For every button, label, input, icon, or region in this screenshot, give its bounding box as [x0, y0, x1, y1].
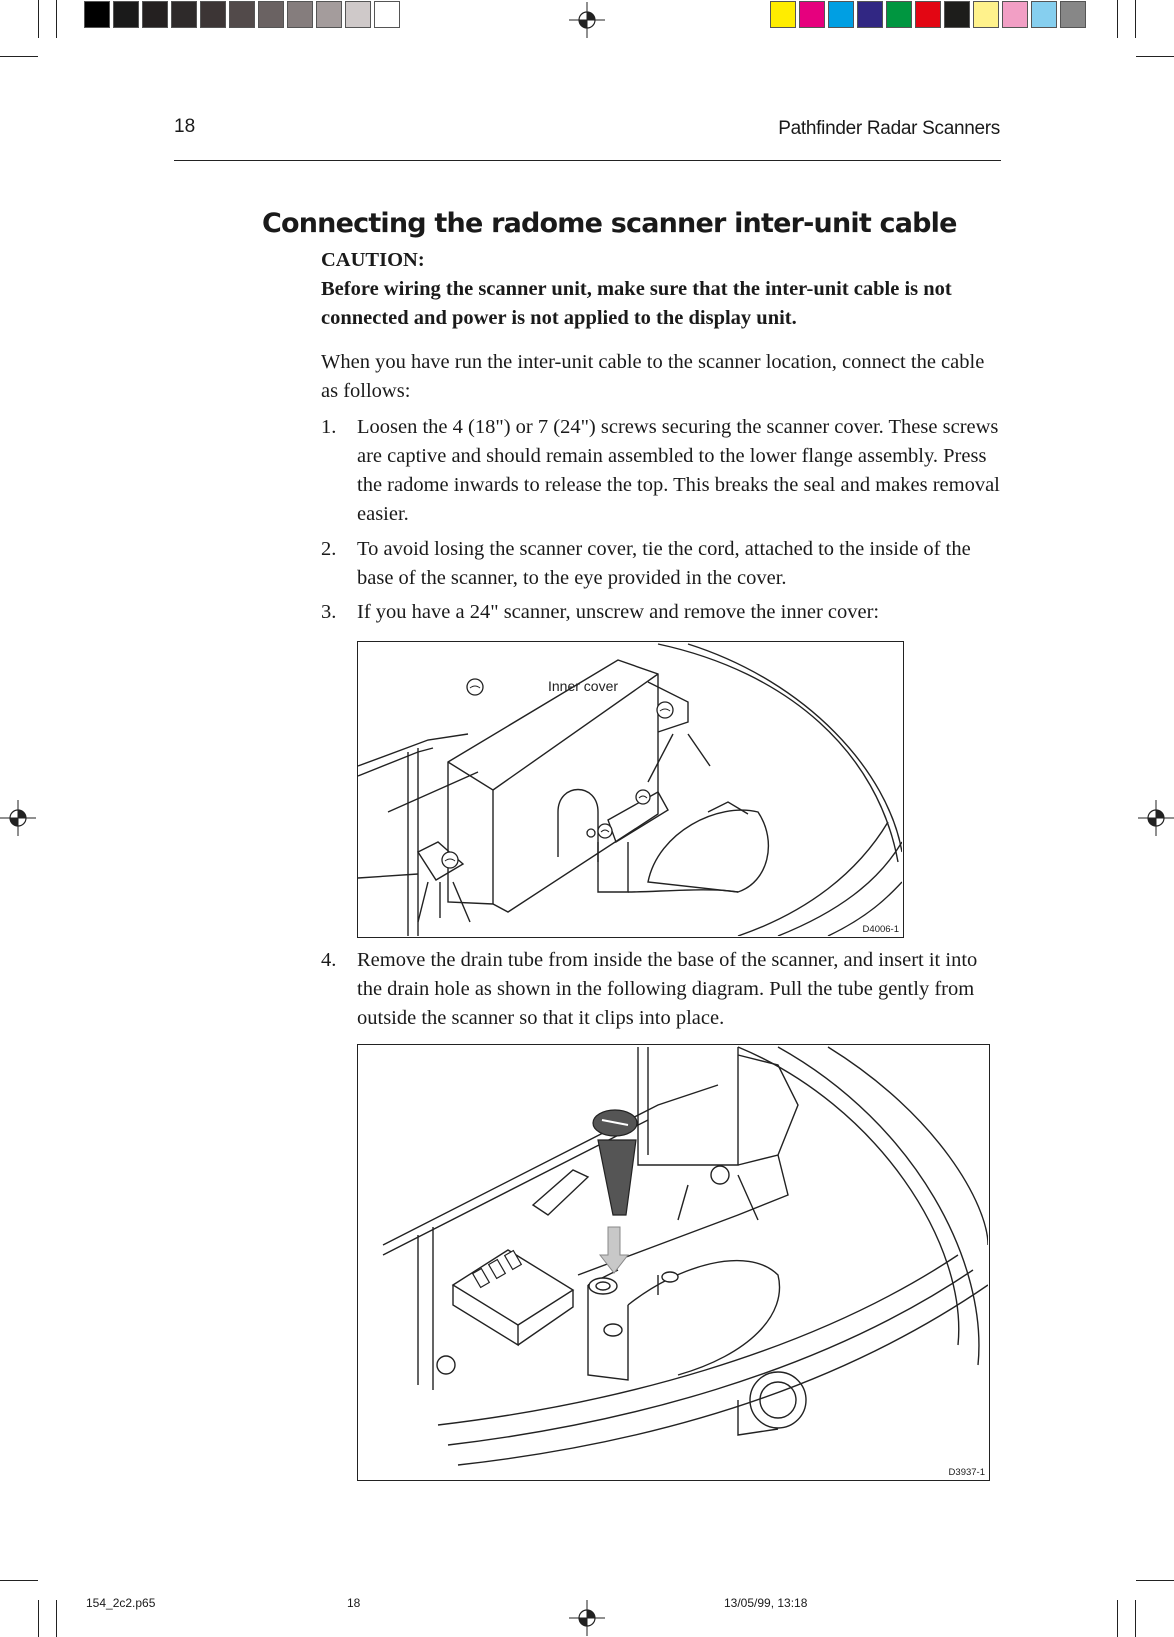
color-swatch — [886, 1, 912, 28]
caution-block — [321, 246, 1001, 333]
section-title: Connecting the radome scanner inter-unit cable — [262, 208, 957, 239]
registration-mark-icon — [569, 1600, 605, 1636]
color-swatch — [944, 1, 970, 28]
list-item-text: Remove the drain tube from inside the base of the scanner, and insert it into the drain hole as shown in the following diagram. Pull the tube gently from outside the scanner so that it clips into place. — [357, 949, 978, 1029]
color-swatch — [258, 1, 284, 28]
header-rule — [174, 160, 1001, 161]
running-header-title: Pathfinder Radar Scanners — [778, 118, 1000, 139]
color-swatch — [1060, 1, 1086, 28]
drain-tube-figure — [357, 1044, 990, 1481]
inner-cover-illustration — [358, 642, 902, 936]
color-swatch — [316, 1, 342, 28]
registration-mark-icon — [1138, 800, 1174, 836]
color-swatch — [200, 1, 226, 28]
inner-cover-figure — [357, 641, 904, 938]
intro-paragraph: When you have run the inter-unit cable to the scanner location, connect the cable as follows: — [321, 351, 985, 402]
color-swatch — [84, 1, 110, 28]
caution-text: Before wiring the scanner unit, make sure that the inter-unit cable is not connected and power is not applied to the display unit. — [321, 278, 952, 329]
registration-mark-icon — [569, 2, 605, 38]
list-item-number: 4. — [321, 949, 337, 971]
list-item-text: If you have a 24" scanner, unscrew and remove the inner cover: — [357, 601, 880, 623]
list-item-number: 1. — [321, 416, 337, 438]
color-swatch — [1002, 1, 1028, 28]
figure-code: D4006-1 — [862, 924, 899, 935]
page-number: 18 — [174, 116, 196, 137]
color-swatch — [799, 1, 825, 28]
list-item-text: To avoid losing the scanner cover, tie the cord, attached to the inside of the base of the scanner, to the eye provided in the cover. — [357, 538, 971, 589]
list-item — [321, 535, 1001, 593]
footer-page-number: 18 — [347, 1596, 361, 1610]
list-item-number: 2. — [321, 538, 337, 560]
color-swatch — [828, 1, 854, 28]
figure-code: D3937-1 — [948, 1467, 985, 1478]
color-swatch — [345, 1, 371, 28]
color-swatch — [142, 1, 168, 28]
footer-file-name: 154_2c2.p65 — [86, 1596, 156, 1610]
list-item-text: Loosen the 4 (18") or 7 (24") screws securing the scanner cover. These screws are captive and should remain assembled to the lower flange assembly. Press the radome inwards to release the top. This breaks the seal and makes removal easier. — [357, 416, 1000, 525]
list-item — [321, 413, 1001, 529]
caution-heading: CAUTION: — [321, 249, 425, 271]
list-item — [321, 598, 1001, 627]
drain-tube-illustration — [358, 1045, 988, 1479]
color-swatch — [113, 1, 139, 28]
color-swatch — [770, 1, 796, 28]
registration-mark-icon — [0, 800, 36, 836]
inner-cover-label: Inner cover — [548, 678, 619, 694]
color-swatch — [973, 1, 999, 28]
color-swatch — [915, 1, 941, 28]
color-swatch — [857, 1, 883, 28]
color-swatch — [171, 1, 197, 28]
color-swatch — [229, 1, 255, 28]
color-swatch — [1031, 1, 1057, 28]
list-item — [321, 946, 1001, 1033]
list-item-number: 3. — [321, 601, 337, 623]
color-swatch — [287, 1, 313, 28]
footer-date: 13/05/99, 13:18 — [724, 1596, 808, 1610]
color-swatch — [374, 1, 400, 28]
